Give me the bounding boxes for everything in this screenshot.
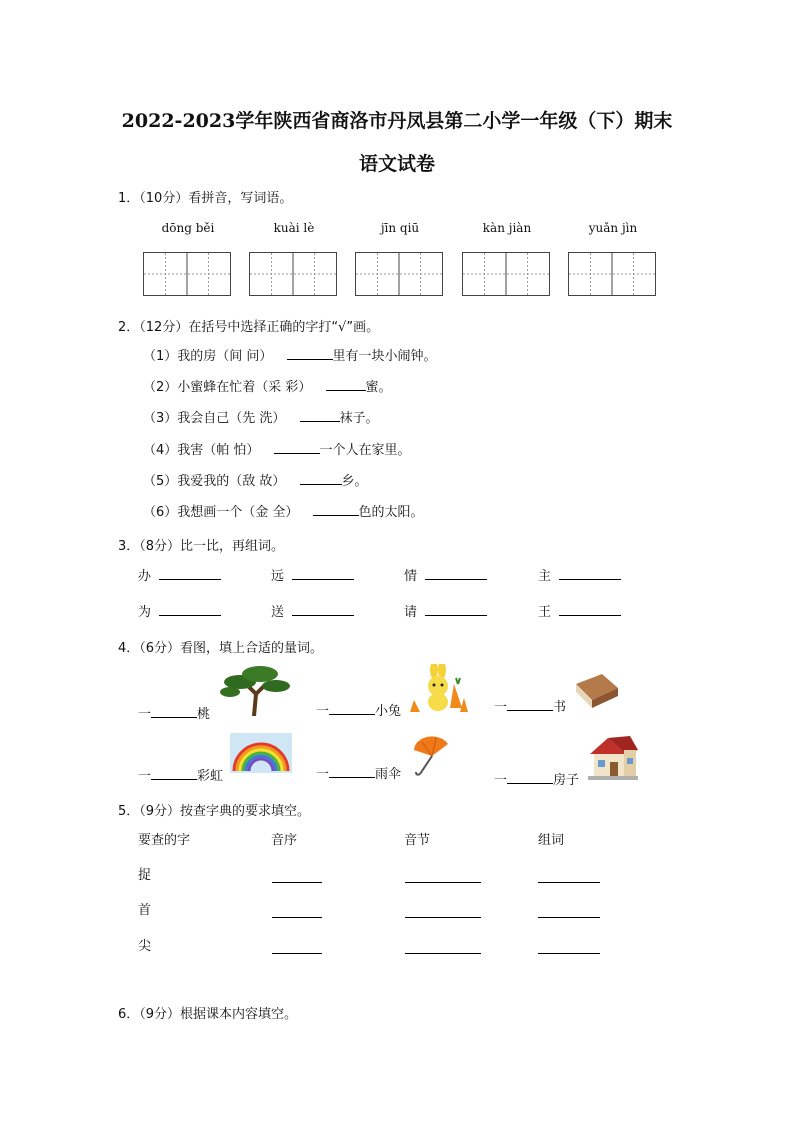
q2-item-2 <box>143 378 392 396</box>
q4-item-rainbow <box>138 767 223 785</box>
q3-char-2 <box>271 567 354 585</box>
q3-char-4 <box>538 567 621 585</box>
q5-initial-blank-3[interactable] <box>272 941 322 954</box>
q3-char-4-text: 主 <box>538 569 552 584</box>
q2-item-2-blank[interactable] <box>326 378 366 391</box>
q4-blank-3[interactable] <box>507 698 553 711</box>
page-subtitle: 语文试卷 <box>358 153 435 175</box>
q2-item-6-tail: 色的太阳。 <box>358 505 424 520</box>
q4-item-umbrella <box>316 765 401 783</box>
q3-blank-3[interactable] <box>425 567 487 580</box>
q4-prefix-6: 一 <box>494 773 508 788</box>
q5-heading: 5．（9分）按查字典的要求填空。 <box>118 804 311 819</box>
q5-syllable-blank-2[interactable] <box>405 905 481 918</box>
q3-blank-1[interactable] <box>159 567 221 580</box>
q2-heading: 2．（12分）在括号中选择正确的字打“√”画。 <box>118 320 380 335</box>
q5-syllable-blank-3[interactable] <box>405 941 481 954</box>
q4-item-rabbit <box>316 702 401 720</box>
q4-item-book <box>494 698 566 716</box>
q4-item-house <box>494 771 579 789</box>
q2-item-5-blank[interactable] <box>300 472 342 485</box>
q4-prefix-1: 一 <box>138 707 152 722</box>
q1-writing-grid-2[interactable] <box>249 252 337 296</box>
q5-word-blank-2[interactable] <box>538 905 600 918</box>
q1-pinyin-2: kuài lè <box>273 221 315 235</box>
q4-blank-1[interactable] <box>151 705 197 718</box>
q4-noun-6: 房子 <box>553 773 580 788</box>
q4-noun-1: 桃 <box>197 707 211 722</box>
q4-blank-2[interactable] <box>329 702 375 715</box>
umbrella-picture <box>410 734 450 780</box>
q2-item-3 <box>143 409 379 427</box>
q5-initial-blank-2[interactable] <box>272 905 322 918</box>
q5-header-char: 要查的字 <box>138 833 191 848</box>
q2-item-3-blank[interactable] <box>300 409 340 422</box>
q2-item-2-text: （2）小蜜蜂在忙着（采 彩） <box>143 380 312 395</box>
q5-word-blank-1[interactable] <box>538 870 600 883</box>
q5-char-3: 尖 <box>138 939 152 954</box>
q3-blank-2[interactable] <box>292 567 354 580</box>
q1-writing-grid-4[interactable] <box>462 252 550 296</box>
q1-writing-grid-1[interactable] <box>143 252 231 296</box>
q2-item-4-tail: 一个人在家里。 <box>319 443 411 458</box>
q5-header-initial: 音序 <box>271 833 298 848</box>
q4-noun-3: 书 <box>553 700 567 715</box>
house-picture <box>586 732 640 786</box>
q3-char-3-text: 情 <box>404 569 418 584</box>
q3-char-7 <box>404 603 487 621</box>
q2-item-5-text: （5）我爱我的（敌 故） <box>143 474 286 489</box>
q2-item-4-blank[interactable] <box>274 441 320 454</box>
q3-char-8 <box>538 603 621 621</box>
q4-noun-4: 彩虹 <box>197 769 224 784</box>
q2-item-3-text: （3）我会自己（先 洗） <box>143 411 286 426</box>
q1-pinyin-3: jīn qiū <box>380 221 420 235</box>
q3-blank-7[interactable] <box>425 603 487 616</box>
q2-item-1-blank[interactable] <box>287 347 333 360</box>
q2-item-6 <box>143 503 424 521</box>
q1-pinyin-5: yuǎn jìn <box>588 221 638 235</box>
q3-char-1-text: 办 <box>138 569 152 584</box>
q3-blank-6[interactable] <box>292 603 354 616</box>
q2-item-5 <box>143 472 368 490</box>
q4-heading: 4．（6分）看图，填上合适的量词。 <box>118 641 324 656</box>
q1-writing-grid-5[interactable] <box>568 252 656 296</box>
q1-pinyin-4: kàn jiàn <box>482 221 532 235</box>
q5-char-2: 首 <box>138 903 152 918</box>
q2-item-2-tail: 蜜。 <box>365 380 392 395</box>
q4-item-peach <box>138 705 210 723</box>
q3-heading: 3．（8分）比一比，再组词。 <box>118 539 285 554</box>
q5-initial-blank-1[interactable] <box>272 870 322 883</box>
q5-word-blank-3[interactable] <box>538 941 600 954</box>
q2-item-3-tail: 袜子。 <box>339 411 379 426</box>
q1-pinyin-1: dōng běi <box>161 221 215 235</box>
q3-char-6-text: 送 <box>271 605 285 620</box>
rainbow-picture <box>230 733 292 777</box>
q3-char-6 <box>271 603 354 621</box>
q3-char-8-text: 王 <box>538 605 552 620</box>
q1-heading: 1．（10分）看拼音，写词语。 <box>118 191 293 206</box>
peach-tree-picture <box>218 664 292 720</box>
q5-syllable-blank-1[interactable] <box>405 870 481 883</box>
q5-header-syllable: 音节 <box>404 833 431 848</box>
q3-char-5-text: 为 <box>138 605 152 620</box>
q2-item-6-text: （6）我想画一个（金 全） <box>143 505 299 520</box>
book-picture <box>572 672 620 714</box>
q4-prefix-2: 一 <box>316 704 330 719</box>
q4-prefix-3: 一 <box>494 700 508 715</box>
q1-writing-grid-3[interactable] <box>355 252 443 296</box>
q3-blank-4[interactable] <box>559 567 621 580</box>
q2-item-4 <box>143 441 411 459</box>
q2-item-6-blank[interactable] <box>313 503 359 516</box>
rabbit-picture <box>408 664 470 718</box>
q4-blank-5[interactable] <box>329 765 375 778</box>
q4-prefix-4: 一 <box>138 769 152 784</box>
q4-noun-2: 小兔 <box>375 704 402 719</box>
q3-blank-8[interactable] <box>559 603 621 616</box>
q2-item-1-text: （1）我的房（间 问） <box>143 349 273 364</box>
q3-char-5 <box>138 603 221 621</box>
page-title: 2022-2023学年陕西省商洛市丹凤县第二小学一年级（下）期末 <box>121 110 673 132</box>
q3-char-2-text: 远 <box>271 569 285 584</box>
q3-char-7-text: 请 <box>404 605 418 620</box>
q2-item-1-tail: 里有一块小闹钟。 <box>332 349 437 364</box>
q3-char-1 <box>138 567 221 585</box>
q3-char-3 <box>404 567 487 585</box>
q2-item-4-text: （4）我害（帕 怕） <box>143 443 260 458</box>
q4-prefix-5: 一 <box>316 767 330 782</box>
q3-blank-5[interactable] <box>159 603 221 616</box>
q5-char-1: 捉 <box>138 868 152 883</box>
q4-blank-6[interactable] <box>507 771 553 784</box>
q2-item-1 <box>143 347 437 365</box>
q6-heading: 6．（9分）根据课本内容填空。 <box>118 1007 298 1022</box>
q4-noun-5: 雨伞 <box>375 767 402 782</box>
q5-header-word: 组词 <box>538 833 565 848</box>
q4-blank-4[interactable] <box>151 767 197 780</box>
q2-item-5-tail: 乡。 <box>341 474 368 489</box>
